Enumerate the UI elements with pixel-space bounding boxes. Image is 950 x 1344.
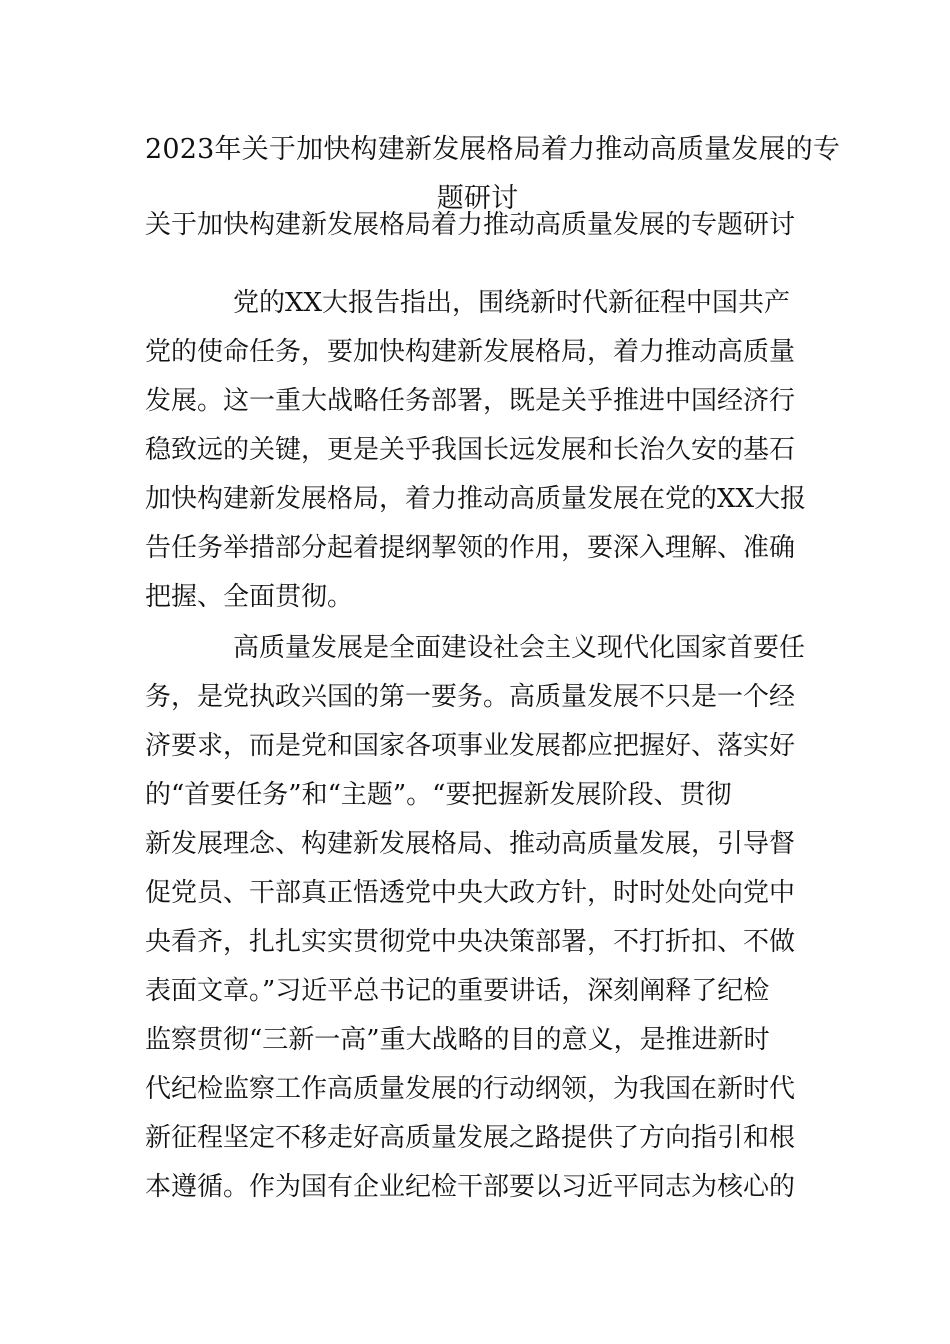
paragraph-line: 济要求，而是党和国家各项事业发展都应把握好、落实好 [145,731,796,761]
paragraph-2 [145,624,810,1212]
paragraph-line: 把握、全面贯彻。 [145,582,354,612]
paragraph-line: 代纪检监察工作高质量发展的行动纲领，为我国在新时代 [145,1074,796,1104]
paragraph-line: 新征程坚定不移走好高质量发展之路提供了方向指引和根 [145,1123,796,1153]
paragraph-line: 务，是党执政兴国的第一要务。高质量发展不只是一个经 [145,682,796,712]
paragraph-line: 新发展理念、构建新发展格局、推动高质量发展，引导督 [145,829,796,859]
paragraph-line: 发展。这一重大战略任务部署，既是关乎推进中国经济行 [145,386,796,416]
paragraph-line: 央看齐，扎扎实实贯彻党中央决策部署，不打折扣、不做 [145,927,796,957]
paragraph-line: 高质量发展是全面建设社会主义现代化国家首要任 [233,633,806,663]
paragraph-line: 的“首要任务”和“主题”。“要把握新发展阶段、贯彻 [145,780,732,810]
paragraph-line: 本遵循。作为国有企业纪检干部要以习近平同志为核心的 [145,1172,796,1202]
paragraph-line: 告任务举措部分起着提纲挈领的作用，要深入理解、准确 [145,533,796,563]
paragraph-line: 党的XX大报告指出，围绕新时代新征程中国共产 [233,288,791,318]
document-subtitle: 关于加快构建新发展格局着力推动高质量发展的专题研讨 [145,210,796,240]
paragraph-1 [145,279,810,622]
title-line: 2023年关于加快构建新发展格局着力推动高质量发展的专 [145,134,841,165]
paragraph-line: 稳致远的关键，更是关乎我国长远发展和长治久安的基石 [145,435,796,465]
paragraph-line: 监察贯彻“三新一高”重大战略的目的意义，是推进新时 [145,1025,770,1055]
title-line: 题研讨 [436,183,519,214]
paragraph-line: 加快构建新发展格局，着力推动高质量发展在党的XX大报 [145,484,807,514]
paragraph-line: 促党员、干部真正悟透党中央大政方针，时时处处向党中 [145,878,796,908]
paragraph-line: 表面文章。”习近平总书记的重要讲话，深刻阐释了纪检 [145,976,770,1006]
paragraph-line: 党的使命任务，要加快构建新发展格局，着力推动高质量 [145,337,796,367]
